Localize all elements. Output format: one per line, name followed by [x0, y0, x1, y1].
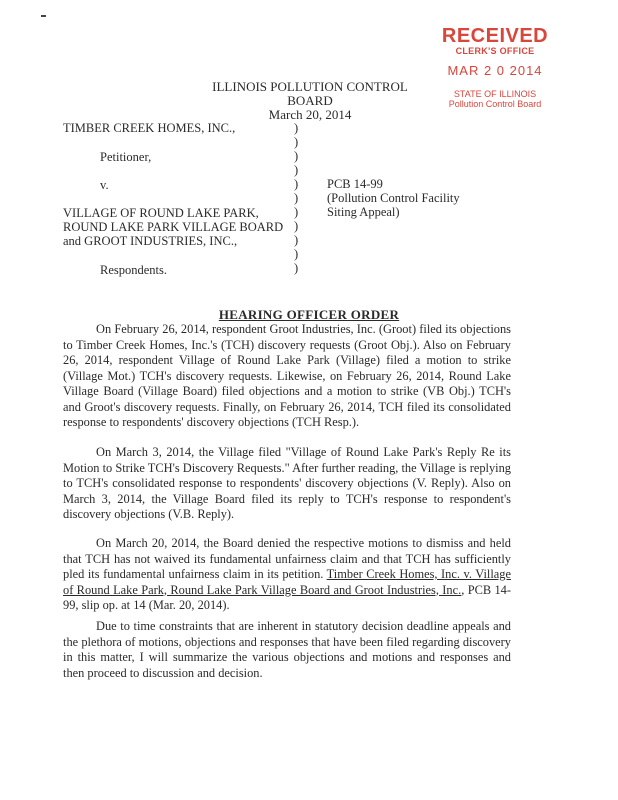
respondent-line-2: ROUND LAKE PARK VILLAGE BOARD	[63, 220, 284, 234]
caption-paren: )	[294, 177, 299, 191]
paragraph-2: On March 3, 2014, the Village filed "Village of Round Lake Park's Reply Re its Motion to Strike TCH's Discovery Requests." After further reading, the Village is replying to TCH's consolidated response to respondents' discovery objections (V. Reply). Also on March 3, 2014, the Village Board filed its reply to TCH's response to respondent's discovery objections (V.B. Reply).	[63, 445, 511, 521]
case-type-line-2: Siting Appeal)	[327, 205, 400, 219]
stamp-state: STATE OF ILLINOIS	[453, 89, 537, 99]
versus: v.	[100, 178, 109, 192]
caption-paren: )	[294, 121, 299, 135]
case-number: PCB 14-99	[327, 177, 383, 191]
order-date: March 20, 2014	[268, 107, 352, 122]
caption-paren: )	[294, 233, 299, 247]
caption-paren: )	[294, 219, 299, 233]
respondent-line-1: VILLAGE OF ROUND LAKE PARK,	[63, 206, 259, 220]
respondent-line-3: and GROOT INDUSTRIES, INC.,	[63, 234, 238, 248]
stamp-received: RECEIVED	[441, 25, 549, 47]
paragraph-3-text: On March 20, 2014, the Board denied the respective motions to dismiss and held that TCH has not waived its fundamental unfairness claim and that TCH has sufficiently pled its fundamental unfairness claim in its petition.	[63, 536, 511, 581]
caption-paren: )	[294, 247, 299, 261]
paragraph-3	[63, 536, 511, 614]
petitioner-name: TIMBER CREEK HOMES, INC.,	[63, 121, 236, 135]
stamp-board: Pollution Control Board	[448, 99, 542, 109]
document-header	[200, 80, 420, 122]
petitioner-label: Petitioner,	[100, 150, 152, 164]
caption-paren: )	[294, 149, 299, 163]
case-type-line-1: (Pollution Control Facility	[327, 191, 460, 205]
caption-paren: )	[294, 191, 299, 205]
caption-paren: )	[294, 261, 299, 275]
caption-paren: )	[294, 135, 299, 149]
respondents-label: Respondents.	[100, 263, 168, 277]
board-name: ILLINOIS POLLUTION CONTROL BOARD	[212, 79, 408, 108]
order-title: HEARING OFFICER ORDER	[218, 307, 400, 322]
paragraph-4: Due to time constraints that are inherent in statutory decision deadline appeals and the plethora of motions, objections and responses that have been filed regarding discovery in this matter, I will summarize the various objections and motions and responses and then proceed to discussion and decision.	[63, 619, 511, 680]
paragraph-1: On February 26, 2014, respondent Groot Industries, Inc. (Groot) filed its objections to Timber Creek Homes, Inc.'s (TCH) discovery requests (Groot Obj.). Also on February 26, 2014, respondent Village of Round Lake Park (Village) filed a motion to strike (Village Mot.) TCH's discovery requests. Likewise, on February 26, 2014, Round Lake Village Board (Village Board) filed objections and a motion to strike (VB Obj.) TCH's and Groot's discovery requests. Finally, on February 26, 2014, TCH filed its consolidated response to respondents' discovery objections (TCH Resp.).	[63, 322, 511, 429]
stamp-date: MAR 2 0 2014	[447, 63, 543, 78]
scan-mark	[41, 15, 46, 17]
stamp-clerks-office: CLERK'S OFFICE	[455, 46, 535, 56]
received-stamp	[420, 26, 570, 109]
caption-paren: )	[294, 163, 299, 177]
paragraph-3-citation-tail: , PCB 14-99, slip op. at 14 (Mar. 20, 2014).	[63, 582, 511, 612]
case-citation: Timber Creek Homes, Inc. v. Village of Round Lake Park, Round Lake Park Village Board and Groot Industries, Inc.	[63, 567, 511, 597]
caption-paren: )	[294, 205, 299, 219]
